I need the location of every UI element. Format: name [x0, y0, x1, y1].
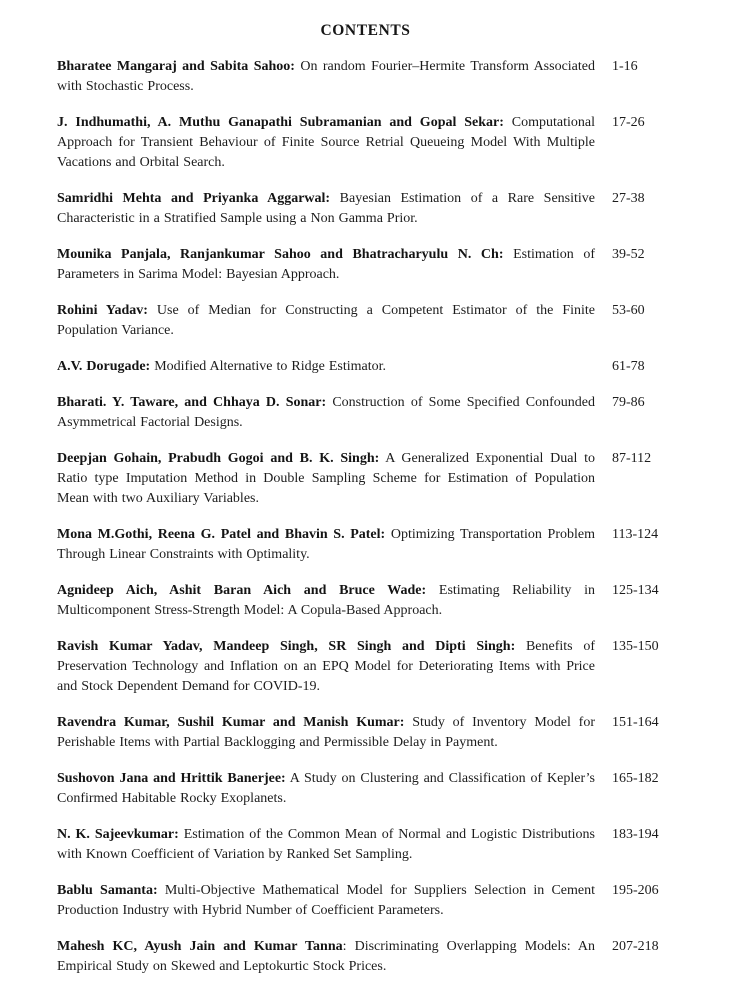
entry-text — [57, 825, 595, 865]
entry-authors: Ravish Kumar Yadav, Mandeep Singh, SR Singh and Dipti Singh: — [57, 639, 516, 654]
entry-title: : Discriminating Overlapping Models: An Empirical Study on Skewed and Leptokurtic Stock Prices. — [57, 939, 595, 974]
entry-authors: Mounika Panjala, Ranjankumar Sahoo and Bhatracharyulu N. Ch: — [57, 247, 504, 262]
entry-text — [57, 713, 595, 753]
entry-authors: Samridhi Mehta and Priyanka Aggarwal: — [57, 191, 331, 206]
toc-entry — [57, 769, 674, 809]
toc-entry — [57, 937, 674, 977]
toc-entry — [57, 245, 674, 285]
entry-text — [57, 113, 595, 173]
entry-title: Computational Approach for Transient Behaviour of Finite Source Retrial Queueing Model With Multiple Vacations and Orbital Search. — [57, 115, 595, 170]
entry-page-range: 165-182 — [612, 771, 659, 786]
entry-text — [57, 301, 595, 341]
entry-authors: Bharatee Mangaraj and Sabita Sahoo: — [57, 59, 295, 74]
entry-text — [57, 449, 595, 509]
toc-entry — [57, 713, 674, 753]
entry-text — [57, 881, 595, 921]
toc-entry — [57, 581, 674, 621]
toc-entry — [57, 189, 674, 229]
entry-title: Use of Median for Constructing a Competent Estimator of the Finite Population Variance. — [57, 303, 595, 338]
entry-page-range: 27-38 — [612, 191, 645, 206]
entry-text — [57, 637, 595, 697]
entry-title: Estimation of Parameters in Sarima Model: Bayesian Approach. — [57, 247, 595, 282]
entry-authors: Bablu Samanta: — [57, 883, 158, 898]
entry-page-range: 125-134 — [612, 583, 659, 598]
entry-page-range: 113-124 — [612, 527, 659, 542]
entry-page-range: 87-112 — [612, 451, 652, 466]
entry-text — [57, 525, 595, 565]
entry-page-range: 79-86 — [612, 395, 645, 410]
toc-entry — [57, 113, 674, 173]
entry-page-range: 1-16 — [612, 59, 638, 74]
entry-title: Estimation of the Common Mean of Normal and Logistic Distributions with Known Coefficient of Variation by Ranked Set Sampling. — [57, 827, 595, 862]
entry-text — [57, 357, 595, 377]
page-title: CONTENTS — [320, 22, 411, 39]
entry-text — [57, 245, 595, 285]
entry-title: Estimating Reliability in Multicomponent Stress-Strength Model: A Copula-Based Approach. — [57, 583, 595, 618]
toc-entry — [57, 301, 674, 341]
toc-entry — [57, 525, 674, 565]
entry-title: Multi-Objective Mathematical Model for Suppliers Selection in Cement Production Industry with Hybrid Number of Coefficient Parameters. — [57, 883, 596, 918]
toc-entry — [57, 57, 674, 97]
entry-page-range: 61-78 — [612, 359, 645, 374]
entry-authors: Ravendra Kumar, Sushil Kumar and Manish Kumar: — [57, 715, 405, 730]
entry-page-range: 53-60 — [612, 303, 645, 318]
entry-authors: N. K. Sajeevkumar: — [57, 827, 179, 842]
entry-authors: Mona M.Gothi, Reena G. Patel and Bhavin S. Patel: — [57, 527, 386, 542]
entry-text — [57, 581, 595, 621]
entry-title: Modified Alternative to Ridge Estimator. — [150, 359, 386, 374]
entry-authors: Rohini Yadav: — [57, 303, 148, 318]
entry-authors: Bharati. Y. Taware, and Chhaya D. Sonar: — [57, 395, 327, 410]
entry-page-range: 135-150 — [612, 639, 659, 654]
toc-entry — [57, 881, 674, 921]
entry-page-range: 39-52 — [612, 247, 645, 262]
entry-page-range: 207-218 — [612, 939, 659, 954]
toc-entry — [57, 357, 674, 377]
entry-authors: Agnideep Aich, Ashit Baran Aich and Bruce Wade: — [57, 583, 427, 598]
entry-authors: A.V. Dorugade: — [57, 359, 151, 374]
entry-text — [57, 57, 595, 97]
entry-title: Optimizing Transportation Problem Through Linear Constraints with Optimality. — [57, 527, 595, 562]
toc-entry — [57, 449, 674, 509]
entry-authors: J. Indhumathi, A. Muthu Ganapathi Subramanian and Gopal Sekar: — [57, 115, 504, 130]
entry-title: On random Fourier–Hermite Transform Associated with Stochastic Process. — [57, 59, 595, 94]
entry-authors: Sushovon Jana and Hrittik Banerjee: — [57, 771, 286, 786]
entry-text — [57, 393, 595, 433]
entry-authors: Deepjan Gohain, Prabudh Gogoi and B. K. Singh: — [57, 451, 380, 466]
entry-page-range: 183-194 — [612, 827, 659, 842]
entry-title: Study of Inventory Model for Perishable Items with Partial Backlogging and Permissible Delay in Payment. — [57, 715, 595, 750]
toc-list — [57, 57, 674, 977]
entry-page-range: 17-26 — [612, 115, 645, 130]
entry-page-range: 195-206 — [612, 883, 659, 898]
entry-title: Bayesian Estimation of a Rare Sensitive Characteristic in a Stratified Sample using a Non Gamma Prior. — [57, 191, 595, 226]
entry-title: A Generalized Exponential Dual to Ratio type Imputation Method in Double Sampling Scheme for Estimation of Population Mean with two Auxiliary Variables. — [57, 451, 595, 506]
toc-entry — [57, 637, 674, 697]
entry-title: Construction of Some Specified Confounded Asymmetrical Factorial Designs. — [57, 395, 596, 430]
toc-entry — [57, 393, 674, 433]
entry-authors: Mahesh KC, Ayush Jain and Kumar Tanna — [57, 939, 343, 954]
entry-text — [57, 769, 595, 809]
entry-text — [57, 189, 595, 229]
toc-entry — [57, 825, 674, 865]
entry-text — [57, 937, 595, 977]
entry-page-range: 151-164 — [612, 715, 659, 730]
entry-title: Benefits of Preservation Technology and Inflation on an EPQ Model for Deteriorating Items with Price and Stock Dependent Demand for COVID-19. — [57, 639, 595, 694]
entry-title: A Study on Clustering and Classification of Kepler’s Confirmed Habitable Rocky Exoplanets. — [57, 771, 595, 806]
